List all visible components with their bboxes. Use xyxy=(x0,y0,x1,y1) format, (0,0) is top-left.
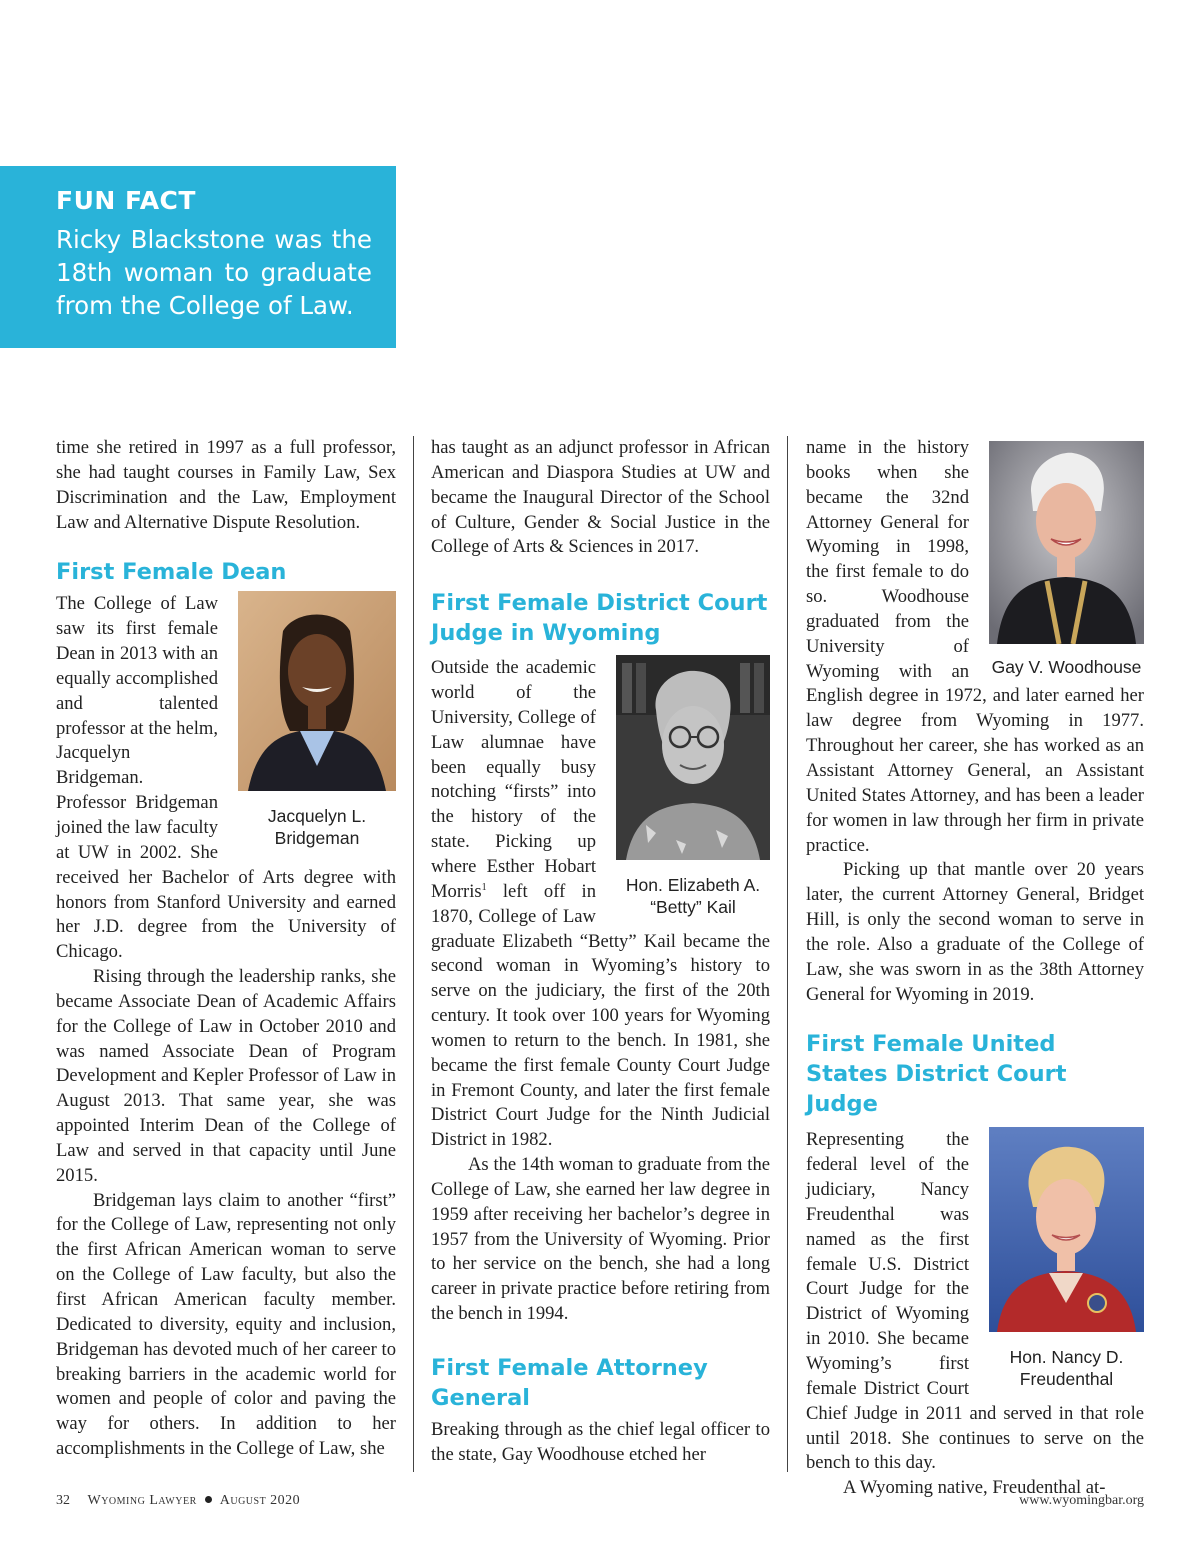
paragraph-text: Outside the academic world of the University, College of Law alumnae have been equally busy notching “firsts” into the history of the state. Picking up where Esther Hobart Morris xyxy=(431,657,596,902)
section-heading-first-female-district-court-judge: First Female District Court Judge in Wyoming xyxy=(431,590,768,647)
section-heading-first-female-attorney-general: First Female Attorney General xyxy=(431,1355,708,1411)
photo-caption: Hon. Elizabeth A. “Betty” Kail xyxy=(625,875,761,918)
section-heading-first-female-dean: First Female Dean xyxy=(56,559,287,586)
fun-fact-title: FUN FACT xyxy=(56,186,196,215)
footer-left xyxy=(56,1493,300,1509)
portrait-photo-woodhouse xyxy=(989,441,1144,644)
fun-fact-text: Ricky Blackstone was the 18th woman to graduate from the College of Law. xyxy=(56,225,372,320)
paragraph: has taught as an adjunct professor in African American and Diaspora Studies at UW and became the Inaugural Director of the School of Culture, Gender & Social Justice in the College of Arts & Sciences in 2017. xyxy=(431,437,770,558)
column-divider xyxy=(413,436,414,1472)
page-number: 32 xyxy=(56,1493,70,1508)
publication-name: Wyoming Lawyer xyxy=(87,1493,197,1508)
paragraph: A Wyoming native, Freudenthal at- xyxy=(843,1477,1106,1499)
column-1 xyxy=(56,436,396,1462)
portrait-photo-bridgeman xyxy=(238,591,396,791)
paragraph: Bridgeman lays claim to another “first” for the College of Law, representing not only the first African American woman to serve on the College of Law faculty, but also the first African American faculty member. Dedicated to diversity, equity and inclusion, Bridgeman has devoted much of her career to breaking barriers in the academic world for women and people of color and paving the way for others. In addition to her accomplishments in the College of Law, she xyxy=(56,1189,396,1460)
footnote-mark: 1 xyxy=(481,881,487,893)
paragraph-text: left off in 1870, College of Law graduate Elizabeth “Betty” Kail became the second woman in Wyoming’s history to serve on the judiciary, the first of the 20th century. It took over 100 years for Wyoming women to return to the bench. In 1981, she became the first female County Court Judge in Fremont County, and later the first female District Court Judge for the Ninth Judicial District in 1982. xyxy=(431,880,770,1151)
issue-date: August 2020 xyxy=(219,1493,301,1508)
figure-freudenthal xyxy=(989,1127,1144,1390)
footer-url: www.wyomingbar.org xyxy=(1019,1493,1144,1508)
portrait-photo-kail xyxy=(616,655,770,860)
fun-fact-box xyxy=(0,166,396,348)
paragraph: The College of Law saw its first female Dean in 2013 with an equally accomplished and talented professor at the helm, Jacquelyn Bridgeman. Professor Bridgeman joined the law faculty at UW in 2002. She received her Bachelor of Arts degree with honors from Stanford University and earned her J.D. degree from the University of Chicago. xyxy=(56,593,396,963)
paragraph: Breaking through as the chief legal officer to the state, Gay Woodhouse etched her xyxy=(431,1419,770,1465)
photo-caption: Gay V. Woodhouse xyxy=(991,656,1142,677)
photo-caption: Hon. Nancy D. Freudenthal xyxy=(1009,1347,1124,1390)
section-heading-first-female-us-district-court-judge: First Female United States District Court Judge xyxy=(806,1031,1067,1118)
paragraph: Representing the federal level of the judiciary, Nancy Freudenthal was named as the first female U.S. District Court Judge for the District of Wyoming in 2010. She became Wyoming’s first female District Court Chief Judge in 2011 and served in that role until 2018. She continues to serve on the bench to this day. xyxy=(806,1129,1144,1474)
paragraph: name in the history books when she became the 32nd Attorney General for Wyoming in 1998, the first female to do so. Woodhouse graduated from the University of Wyoming with an English degree in 1972, and later earned her law degree from Wyoming in 1977. Throughout her career, she has worked as an Assistant Attorney General, an Assistant United States Attorney, and has been a leader for women in law through her firm in private practice. xyxy=(806,437,1144,856)
column-divider xyxy=(787,436,788,1472)
paragraph: time she retired in 1997 as a full professor, she had taught courses in Family Law, Sex Discrimination and the Law, Employment Law and Alternative Dispute Resolution. xyxy=(56,437,396,533)
figure-woodhouse xyxy=(989,441,1144,678)
paragraph: Rising through the leadership ranks, she became Associate Dean of Academic Affairs for the College of Law in October 2010 and was named Associate Dean of Program Development and Kepler Professor of Law in August 2013. That same year, she was appointed Interim Dean of the College of Law and served in that capacity until June 2015. xyxy=(56,966,396,1186)
portrait-photo-freudenthal xyxy=(989,1127,1144,1332)
figure-bridgeman xyxy=(238,591,396,849)
paragraph: Picking up that mantle over 20 years later, the current Attorney General, Bridget Hill, is only the second woman to serve in the role. Also a graduate of the College of Law, she was sworn in as the 38th Attorney General for Wyoming in 2019. xyxy=(806,859,1144,1005)
column-2 xyxy=(431,436,770,1468)
photo-caption: Jacquelyn L. Bridgeman xyxy=(267,806,367,849)
bullet-separator xyxy=(205,1496,212,1503)
paragraph: As the 14th woman to graduate from the College of Law, she earned her law degree in 1959 after receiving her bachelor’s degree in 1957 from the University of Wyoming. Prior to her service on the bench, she had a long career in private practice before retiring from the bench in 1994. xyxy=(431,1154,770,1325)
column-3 xyxy=(806,436,1144,1501)
figure-kail xyxy=(616,655,770,918)
